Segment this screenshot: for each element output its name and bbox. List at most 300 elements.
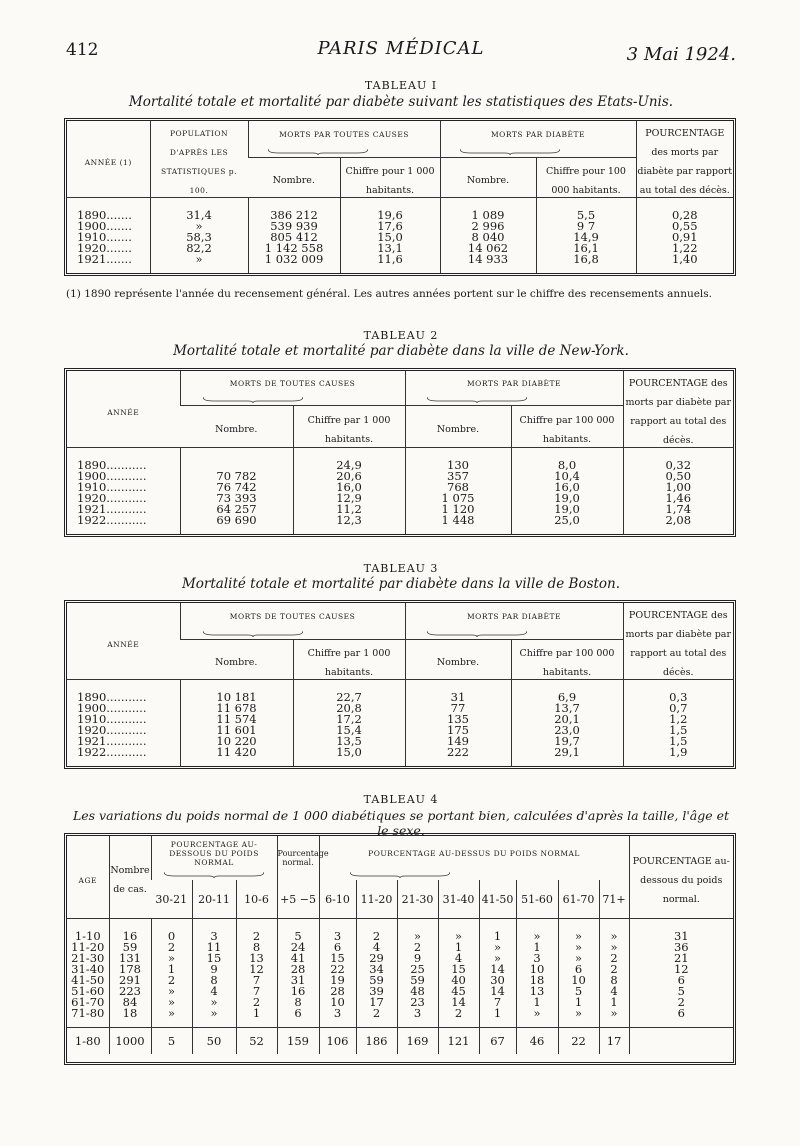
all-number-cell: 11 601 [180,725,293,736]
table2-diabetes-header: MORTS PAR DIABÈTE [466,378,562,388]
total-row [67,1028,733,1055]
table1-all-causes-header: MORTS PAR TOUTES CAUSES [279,129,409,139]
below-cell: 9 [192,964,236,975]
diab-rate-cell: 20,1 [511,714,623,725]
table-row [67,942,733,953]
above-cell: 121 [438,1028,479,1055]
normal-cell: 28 [277,964,319,975]
above-cell: 30 [479,975,516,986]
table-row [67,680,733,704]
below-cell: » [151,997,192,1008]
above-range-header: 61-70 [558,880,599,919]
diab-rate-cell: 19,0 [511,504,623,515]
brace-decoration [268,149,368,155]
above-cell: 1 [599,997,629,1008]
table-row [67,254,733,273]
year-cell: 1900....... [77,219,132,233]
above-cell: » [599,1008,629,1028]
table1-all-rate-header: Chiffre pour 1 000 habitants. [345,165,435,196]
below-cell: » [192,997,236,1008]
year-cell: 1910....... [77,230,132,244]
above-cell: 17 [356,997,397,1008]
above-cell: 10 [319,997,356,1008]
normal-cell: 159 [277,1028,319,1055]
normal-range-header: +5 −5 [277,880,319,919]
pct-cell: 0,3 [623,680,733,704]
pct-cell: 1,5 [623,725,733,736]
all-number-cell: 70 782 [180,471,293,482]
brace-decoration [203,397,303,403]
table3-label: TABLEAU 3 [363,562,439,575]
table4-normal-header: Pourcentage normal. [277,849,329,867]
normal-cell: 6 [277,1008,319,1028]
year-cell: 1921........... [77,734,147,748]
normal-cell: 16 [277,986,319,997]
count-cell: 178 [109,964,151,975]
above-cell: 40 [438,975,479,986]
above-cell: » [599,942,629,953]
pct-cell: 0,28 [636,198,733,222]
above-cell: 3 [319,919,356,943]
pct-cell: 2,08 [623,515,733,534]
below-cell: 2 [151,942,192,953]
table1-label: TABLEAU I [364,79,438,92]
above-cell: » [397,919,438,943]
diab-rate-cell: 25,0 [511,515,623,534]
below-total-cell: 21 [629,953,733,964]
all-number-cell: 11 420 [180,747,293,766]
brace-decoration [203,631,303,637]
above-cell: 3 [397,1008,438,1028]
population-cell: » [150,221,248,232]
above-cell: 48 [397,986,438,997]
all-rate-cell: 13,1 [340,243,440,254]
table3-all-causes-header: MORTS DE TOUTES CAUSES [229,611,356,621]
above-cell: 2 [599,964,629,975]
table2-diab-number-header: Nombre. [436,424,480,435]
table-row [67,953,733,964]
below-cell: 8 [192,975,236,986]
brace-decoration [460,149,560,155]
above-cell: 67 [479,1028,516,1055]
below-cell: 1 [236,1008,277,1028]
above-cell: » [599,919,629,943]
all-number-cell: 1 142 558 [248,243,340,254]
age-cell: 11-20 [71,940,105,954]
table4-above-group-header: POURCENTAGE AU-DESSUS DU POIDS NORMAL [368,848,580,858]
table-row [67,714,733,725]
pct-cell: 1,46 [623,493,733,504]
above-cell: 14 [479,986,516,997]
table-row [67,975,733,986]
above-cell: » [558,942,599,953]
table-row [67,448,733,472]
table-row [67,997,733,1008]
count-cell: 131 [109,953,151,964]
table1-diab-number-header: Nombre. [466,175,510,186]
above-cell: 6 [558,964,599,975]
count-cell: 18 [109,1008,151,1028]
pct-cell: 0,91 [636,232,733,243]
diab-rate-cell: 8,0 [511,448,623,472]
above-range-header: 31-40 [438,880,479,919]
all-rate-cell: 19,6 [340,198,440,222]
below-total-cell: 5 [629,986,733,997]
above-cell: 2 [438,1008,479,1028]
above-cell: 17 [599,1028,629,1055]
table3 [64,600,736,769]
above-cell: 13 [516,986,558,997]
population-cell: 31,4 [150,198,248,222]
below-total-cell: 12 [629,964,733,975]
year-cell: 1890........... [77,690,147,704]
below-cell: 12 [236,964,277,975]
normal-cell: 8 [277,997,319,1008]
above-cell: 1 [516,997,558,1008]
all-number-cell: 64 257 [180,504,293,515]
table3-all-number-header: Nombre. [215,657,258,668]
table4-label: TABLEAU 4 [363,793,439,806]
normal-cell: 41 [277,953,319,964]
table3-all-rate-header: Chiffre par 1 000 habitants. [307,647,391,678]
all-number-cell: 1 032 009 [248,254,340,273]
above-cell: 1 [558,997,599,1008]
pct-cell: 1,5 [623,736,733,747]
all-rate-cell: 20,8 [293,703,405,714]
table1-population-header: POPULATION D'APRÈS LES STATISTIQUES p. 100. [161,129,237,195]
running-title: PARIS MÉDICAL [317,38,485,59]
normal-cell: 31 [277,975,319,986]
all-number-cell: 11 678 [180,703,293,714]
diab-number-cell: 222 [405,747,511,766]
age-cell: 21-30 [71,951,105,965]
count-cell: 1000 [109,1028,151,1055]
pct-cell: 1,2 [623,714,733,725]
above-cell: » [558,1008,599,1028]
below-cell: » [151,1008,192,1028]
diab-number-cell: 1 089 [440,198,536,222]
table1-diab-rate-header: Chiffre pour 100 000 habitants. [546,165,626,196]
all-rate-cell: 12,9 [293,493,405,504]
above-cell: 10 [558,975,599,986]
all-rate-cell: 24,9 [293,448,405,472]
below-range-header: 30-21 [151,880,192,919]
diab-rate-cell: 10,4 [511,471,623,482]
table2-label: TABLEAU 2 [363,329,439,342]
diab-rate-cell: 29,1 [511,747,623,766]
pct-cell: 1,74 [623,504,733,515]
diab-number-cell: 77 [405,703,511,714]
table-row [67,515,733,534]
above-cell: 22 [558,1028,599,1055]
all-number-cell: 805 412 [248,232,340,243]
above-cell: 3 [516,953,558,964]
all-rate-cell: 12,3 [293,515,405,534]
above-cell: » [479,953,516,964]
below-cell: 2 [151,975,192,986]
above-cell: » [558,919,599,943]
above-cell: 14 [438,997,479,1008]
table2-pct-header: POURCENTAGE des morts par diabète par rapport au total des décès. [625,378,732,446]
table-row [67,725,733,736]
above-cell: 1 [516,942,558,953]
year-cell: 1922........... [77,513,147,527]
table3-diab-number-header: Nombre. [436,657,480,668]
normal-cell: 24 [277,942,319,953]
above-cell: » [438,919,479,943]
above-range-header: 71+ [599,880,629,919]
above-cell: 9 [397,953,438,964]
above-cell: 10 [516,964,558,975]
diab-number-cell: 1 075 [405,493,511,504]
above-cell: 1 [479,919,516,943]
diab-rate-cell: 5,5 [536,198,636,222]
age-cell: 61-70 [71,995,105,1009]
above-cell: 59 [356,975,397,986]
above-cell: 19 [319,975,356,986]
diab-number-cell: 14 062 [440,243,536,254]
age-cell: 31-40 [71,962,105,976]
above-cell: 2 [356,1008,397,1028]
year-cell: 1890....... [77,208,132,222]
table2-all-number-header: Nombre. [215,424,258,435]
below-cell: 2 [236,997,277,1008]
all-rate-cell: 15,0 [340,232,440,243]
below-cell: 0 [151,919,192,943]
table1-caption: Mortalité totale et mortalité par diabète suivant les statistiques des Etats-Unis. [128,94,674,110]
diab-number-cell: 1 120 [405,504,511,515]
diab-number-cell: 8 040 [440,232,536,243]
table-row [67,198,733,222]
year-cell: 1921....... [77,252,132,266]
table-row [67,747,733,766]
table1-footnote: (1) 1890 représente l'année du recensement général. Les autres années portent sur le chiffre des recensements annuels. [66,288,713,300]
diab-rate-cell: 16,8 [536,254,636,273]
table4-below-group-header: POURCENTAGE AU-DESSOUS DU POIDS NORMAL [169,839,259,867]
table2-year-header: ANNÉE [107,407,140,417]
diab-number-cell: 14 933 [440,254,536,273]
all-number-cell: 10 181 [180,680,293,704]
diab-number-cell: 357 [405,471,511,482]
pct-cell: 0,55 [636,221,733,232]
below-cell: » [151,986,192,997]
above-cell: 1 [438,942,479,953]
below-range-header: 20-11 [192,880,236,919]
table-row [67,482,733,493]
table3-diabetes-header: MORTS PAR DIABÈTE [466,611,562,621]
all-rate-cell: 15,0 [293,747,405,766]
diab-rate-cell: 23,0 [511,725,623,736]
below-cell: 8 [236,942,277,953]
count-cell: 223 [109,986,151,997]
below-cell: 5 [151,1028,192,1055]
table1 [64,118,736,276]
above-cell: 18 [516,975,558,986]
table-row [67,736,733,747]
table-row [67,964,733,975]
pct-cell: 1,22 [636,243,733,254]
brace-decoration [427,631,527,637]
below-cell: 7 [236,975,277,986]
above-cell: 22 [319,964,356,975]
all-number-cell: 386 212 [248,198,340,222]
diab-rate-cell: 19,0 [511,493,623,504]
table1-year-header: ANNÉE (1) [84,157,132,167]
all-number-cell: 76 742 [180,482,293,493]
below-total-cell: 31 [629,919,733,943]
table-row [67,986,733,997]
table-row [67,504,733,515]
above-cell: 106 [319,1028,356,1055]
below-cell: 3 [192,919,236,943]
above-cell: 5 [558,986,599,997]
all-number-cell: 73 393 [180,493,293,504]
above-range-header: 51-60 [516,880,558,919]
table-row [67,703,733,714]
population-cell: 58,3 [150,232,248,243]
diab-number-cell: 2 996 [440,221,536,232]
table-row [67,919,733,943]
year-cell: 1910........... [77,480,147,494]
table2-all-causes-header: MORTS DE TOUTES CAUSES [229,378,356,388]
count-cell: 16 [109,919,151,943]
all-rate-cell: 15,4 [293,725,405,736]
all-number-cell: 11 574 [180,714,293,725]
all-number-cell [180,448,293,472]
above-cell: » [558,953,599,964]
year-cell: 1920........... [77,723,147,737]
below-cell: 4 [192,986,236,997]
pct-cell: 1,40 [636,254,733,273]
above-cell: 25 [397,964,438,975]
above-range-header: 11-20 [356,880,397,919]
above-cell: 15 [438,964,479,975]
below-cell: » [192,1008,236,1028]
diab-rate-cell: 14,9 [536,232,636,243]
above-cell: 169 [397,1028,438,1055]
above-cell: 2 [397,942,438,953]
diab-number-cell: 130 [405,448,511,472]
below-cell: 13 [236,953,277,964]
normal-cell: 5 [277,919,319,943]
brace-decoration [427,397,527,403]
table4-below-total-header: POURCENTAGE au-dessous du poids normal. [632,855,730,905]
above-range-header: 6-10 [319,880,356,919]
table4-caption: Les variations du poids normal de 1 000 diabétiques se portant bien, calculées d'après la taille, l'âge et le sexe. [72,808,730,838]
table1-pct-header: POURCENTAGE des morts par diabète par rapport au total des décès. [637,128,733,196]
table-row [67,493,733,504]
year-cell: 1900........... [77,469,147,483]
above-cell: 34 [356,964,397,975]
above-cell: 29 [356,953,397,964]
below-total-cell: 6 [629,975,733,986]
year-cell: 1921........... [77,502,147,516]
table-row [67,471,733,482]
table2-caption: Mortalité totale et mortalité par diabète dans la ville de New-York. [173,343,629,359]
below-cell: 52 [236,1028,277,1055]
table2-all-rate-header: Chiffre par 1 000 habitants. [307,414,391,445]
diab-number-cell: 31 [405,680,511,704]
diab-rate-cell: 19,7 [511,736,623,747]
above-cell: 15 [319,953,356,964]
all-number-cell: 10 220 [180,736,293,747]
above-cell: 46 [516,1028,558,1055]
diab-rate-cell: 16,1 [536,243,636,254]
year-cell: 1920........... [77,491,147,505]
all-rate-cell: 11,2 [293,504,405,515]
below-cell: 1 [151,964,192,975]
above-cell: 2 [356,919,397,943]
pct-cell: 0,32 [623,448,733,472]
above-range-header: 21-30 [397,880,438,919]
table4-age-header: AGE [78,875,97,885]
diab-number-cell: 149 [405,736,511,747]
all-rate-cell: 13,5 [293,736,405,747]
year-cell: 1890........... [77,458,147,472]
below-total-cell: 36 [629,942,733,953]
count-cell: 59 [109,942,151,953]
age-cell: 71-80 [71,1006,105,1020]
page-header [66,38,736,68]
population-cell: 82,2 [150,243,248,254]
above-cell: 7 [479,997,516,1008]
table2 [64,368,736,537]
diab-rate-cell: 13,7 [511,703,623,714]
pct-cell: 0,50 [623,471,733,482]
issue-date: 3 Mai 1924. [626,44,736,65]
above-cell: 14 [479,964,516,975]
diab-number-cell: 768 [405,482,511,493]
year-cell: 1910........... [77,712,147,726]
table-row [67,1008,733,1028]
age-cell: 1-80 [67,1028,109,1055]
year-cell: 1920....... [77,241,132,255]
below-cell: 7 [236,986,277,997]
table3-caption: Mortalité totale et mortalité par diabète dans la ville de Boston. [181,576,621,592]
age-cell: 51-60 [71,984,105,998]
above-cell: 1 [479,1008,516,1028]
table3-year-header: ANNÉE [107,639,140,649]
age-cell: 41-50 [71,973,105,987]
above-cell: 23 [397,997,438,1008]
diab-number-cell: 1 448 [405,515,511,534]
table3-diab-rate-header: Chiffre par 100 000 habitants. [519,647,615,678]
below-cell: 2 [236,919,277,943]
below-total-cell [629,1028,733,1055]
age-cell: 1-10 [74,929,101,943]
below-total-cell: 6 [629,1008,733,1028]
table1-all-number-header: Nombre. [272,175,315,186]
all-rate-cell: 16,0 [293,482,405,493]
above-cell: » [516,1008,558,1028]
diab-rate-cell: 9 7 [536,221,636,232]
above-cell: 45 [438,986,479,997]
all-rate-cell: 11,6 [340,254,440,273]
above-cell: 39 [356,986,397,997]
above-cell: 186 [356,1028,397,1055]
above-cell: 3 [319,1008,356,1028]
above-cell: 6 [319,942,356,953]
above-cell: 8 [599,975,629,986]
table4-count-header: Nombre de cas. [110,865,150,895]
below-cell: 50 [192,1028,236,1055]
brace-decoration [164,872,264,878]
count-cell: 291 [109,975,151,986]
population-cell: » [150,254,248,273]
all-number-cell: 539 939 [248,221,340,232]
all-rate-cell: 17,6 [340,221,440,232]
above-cell: 4 [599,986,629,997]
